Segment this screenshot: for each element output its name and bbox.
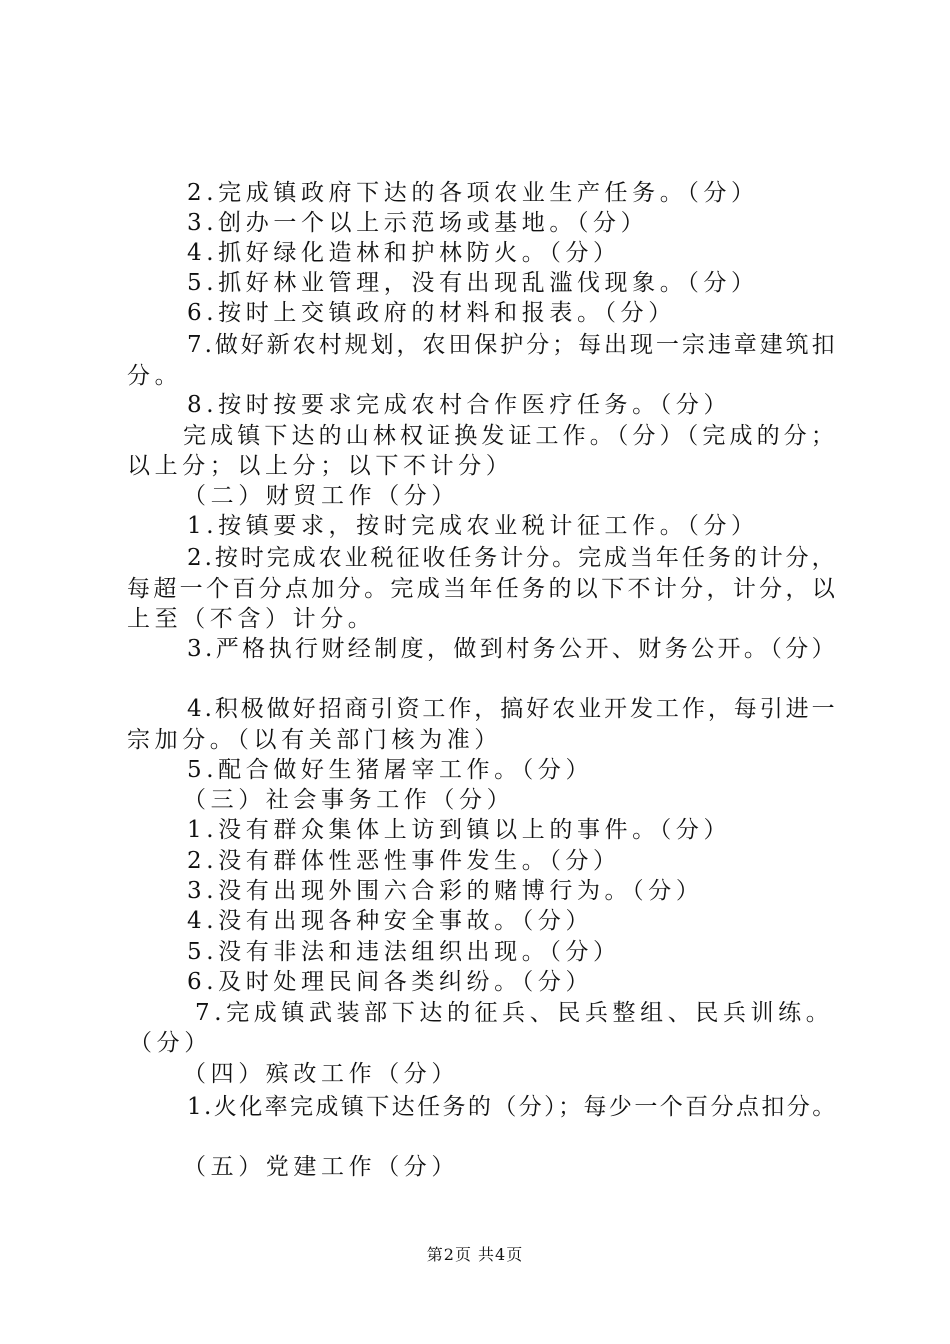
text-line: 6.按时上交镇政府的材料和报表。（分） — [187, 300, 676, 326]
text-line: 分。 — [127, 363, 183, 389]
text-line: 2.没有群体性恶性事件发生。（分） — [187, 848, 621, 874]
text-line: 3.没有出现外围六合彩的赌博行为。（分） — [187, 878, 704, 904]
page-footer: 第2页 共4页 — [426, 1245, 524, 1264]
text-line: 6.及时处理民间各类纠纷。（分） — [187, 969, 594, 995]
text-line: 4.没有出现各种安全事故。（分） — [187, 908, 594, 934]
text-line: 8.按时按要求完成农村合作医疗任务。（分） — [187, 392, 732, 418]
section-heading: （五）党建工作（分） — [183, 1154, 459, 1180]
text-line: 1.火化率完成镇下达任务的（分）；每少一个百分点扣分。 — [187, 1094, 838, 1120]
text-line: 4.积极做好招商引资工作，搞好农业开发工作，每引进一 — [187, 696, 838, 722]
section-heading: （四）殡改工作（分） — [183, 1061, 459, 1087]
section-heading: （三）社会事务工作（分） — [183, 787, 515, 813]
text-line: 2.按时完成农业税征收任务计分。完成当年任务的计分， — [187, 545, 838, 571]
text-line: 7.完成镇武装部下达的征兵、民兵整组、民兵训练。 — [195, 1000, 834, 1026]
text-line: 上至（不含）计分。 — [127, 606, 376, 632]
text-line: 3.创办一个以上示范场或基地。（分） — [187, 210, 649, 236]
text-line: 5.抓好林业管理，没有出现乱滥伐现象。（分） — [187, 270, 759, 296]
text-line: 1.按镇要求，按时完成农业税计征工作。（分） — [187, 513, 759, 539]
text-line: （分） — [129, 1030, 212, 1056]
text-line: 每超一个百分点加分。完成当年任务的以下不计分，计分，以 — [127, 576, 839, 602]
text-line: 2.完成镇政府下达的各项农业生产任务。（分） — [187, 180, 759, 206]
text-line: 5.没有非法和违法组织出现。（分） — [187, 939, 621, 965]
text-line: 4.抓好绿化造林和护林防火。（分） — [187, 240, 621, 266]
text-line: 以上分；以上分；以下不计分） — [127, 453, 514, 479]
text-line: 5.配合做好生猪屠宰工作。（分） — [187, 757, 594, 783]
text-line: 7.做好新农村规划，农田保护分；每出现一宗违章建筑扣 — [187, 332, 838, 358]
text-line: 3.严格执行财经制度，做到村务公开、财务公开。（分） — [187, 636, 839, 662]
text-line: 完成镇下达的山林权证换发证工作。（分）（完成的分； — [183, 423, 838, 449]
section-heading: （二）财贸工作（分） — [183, 483, 459, 509]
text-line: 宗加分。（以有关部门核为准） — [127, 727, 502, 753]
text-line: 1.没有群众集体上访到镇以上的事件。（分） — [187, 817, 732, 843]
